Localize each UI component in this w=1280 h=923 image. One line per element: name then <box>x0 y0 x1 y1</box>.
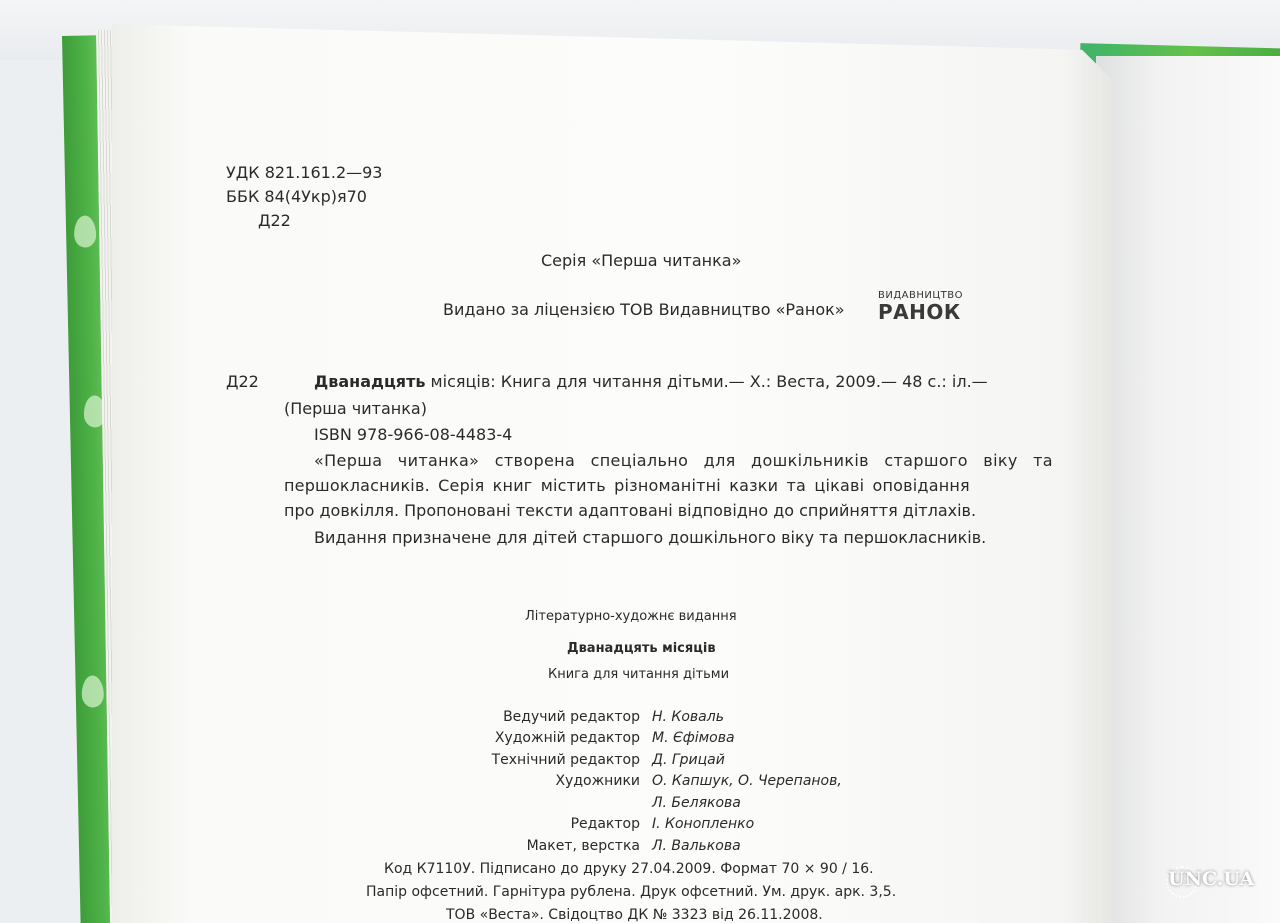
credit-name: М. Єфімова <box>652 730 735 747</box>
leaf-decoration <box>74 215 97 247</box>
watermark: UNC.UA <box>1168 868 1255 890</box>
bib-author-mark: Д22 <box>226 372 259 391</box>
annotation-line: першокласників. Серія книг містить різноманітні казки та цікаві оповідання <box>284 476 970 495</box>
annotation-line: Видання призначене для дітей старшого дошкільного віку та першокласників. <box>314 528 987 547</box>
credit-role: Художники <box>555 773 640 790</box>
imprint-footer-line: ТОВ «Веста». Свідоцтво ДК № 3323 від 26.11.2008. <box>446 907 823 923</box>
bib-title-bold: Дванадцять <box>314 372 426 391</box>
leaf-decoration <box>81 675 104 707</box>
imprint-genre: Літературно-художнє видання <box>525 609 737 624</box>
license-line: Видано за ліцензією ТОВ Видавництво «Ранок» <box>443 300 845 319</box>
annotation-line: про довкілля. Пропоновані тексти адаптовані відповідно до сприйняття дітлахів. <box>284 501 977 520</box>
imprint-footer-line: Код К7110У. Підписано до друку 27.04.2009. Формат 70 × 90 / 16. <box>384 861 874 877</box>
publisher-logo: РАНОК <box>878 300 961 324</box>
credit-row <box>420 835 842 857</box>
credit-name: І. Конопленко <box>652 816 755 833</box>
credit-row <box>420 814 842 836</box>
credit-row <box>420 728 842 750</box>
credit-name: О. Капшук, О. Черепанов, <box>652 773 842 790</box>
imprint-title: Дванадцять місяців <box>567 641 716 656</box>
bib-series: (Перша читанка) <box>284 399 427 418</box>
credit-role: Художній редактор <box>494 730 640 747</box>
credit-role: Технічний редактор <box>491 751 640 768</box>
imprint-subtitle: Книга для читання дітьми <box>548 667 730 682</box>
isbn: ISBN 978-966-08-4483-4 <box>314 425 513 444</box>
credit-name: Л. Валькова <box>652 837 741 854</box>
right-page <box>1096 56 1280 923</box>
bib-title-line <box>314 372 988 391</box>
series-line: Серія «Перша читанка» <box>541 251 742 270</box>
imprint-footer-line: Папір офсетний. Гарнітура рублена. Друк офсетний. Ум. друк. арк. 3,5. <box>366 884 897 900</box>
credit-name: Л. Белякова <box>652 794 741 811</box>
credit-role: Редактор <box>570 816 640 833</box>
credit-name: Д. Грицай <box>652 751 725 768</box>
credit-row <box>420 749 842 771</box>
udk-code: УДК 821.161.2—93 <box>226 163 383 182</box>
credit-role: Ведучий редактор <box>503 708 640 725</box>
credit-name: Н. Коваль <box>652 708 724 725</box>
credits-list <box>420 706 842 857</box>
annotation-line: «Перша читанка» створена спеціально для дошкільників старшого віку та <box>314 451 1053 470</box>
bbk-code: ББК 84(4Укр)я70 <box>226 187 367 206</box>
credit-row <box>420 792 842 814</box>
credit-row <box>420 706 842 728</box>
bib-title-rest: місяців: Книга для читання дітьми.— Х.: Веста, 2009.— 48 с.: іл.— <box>425 372 988 391</box>
credit-row <box>420 771 842 793</box>
publisher-logo-label: ВИДАВНИЦТВО <box>878 290 963 301</box>
credit-role: Макет, верстка <box>526 837 640 854</box>
author-mark: Д22 <box>258 211 291 230</box>
